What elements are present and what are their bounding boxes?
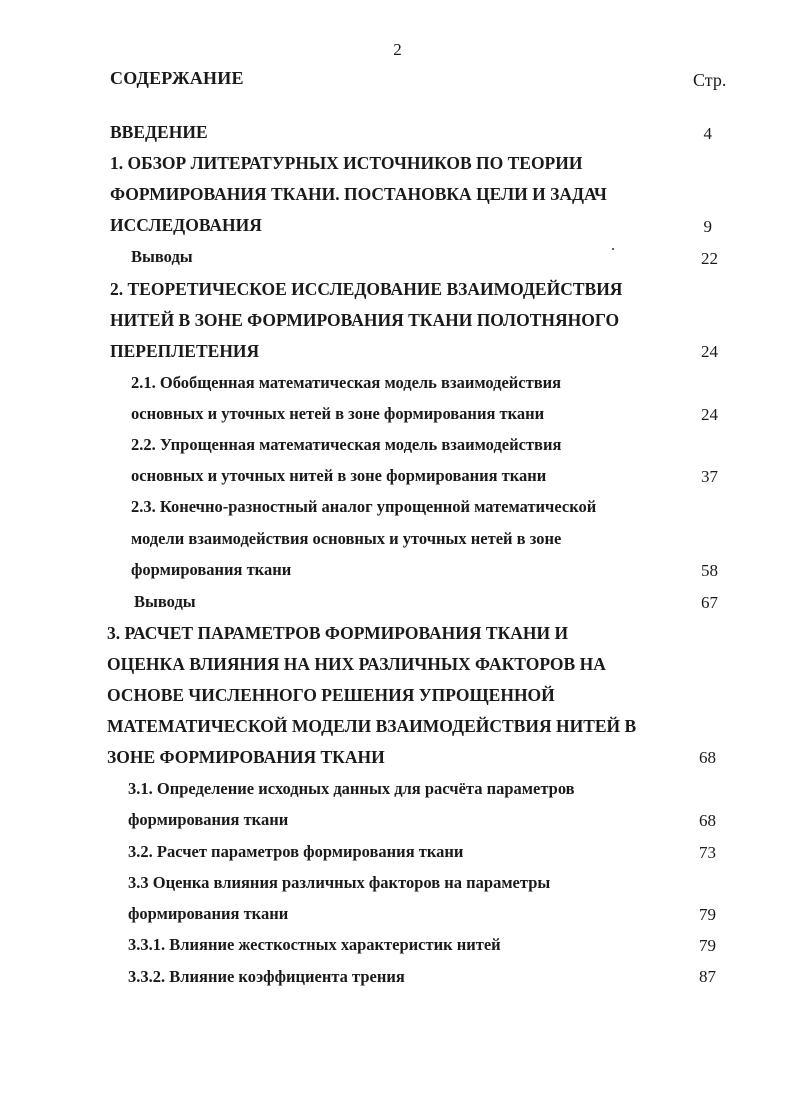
toc-entry-line: ИССЛЕДОВАНИЯ bbox=[110, 215, 262, 235]
toc-entry-line: формирования ткани bbox=[128, 904, 289, 923]
toc-entry-line: МАТЕМАТИЧЕСКОЙ МОДЕЛИ ВЗАИМОДЕЙСТВИЯ НИТЕЙ В bbox=[107, 716, 637, 736]
toc-entry-page: 68 bbox=[699, 748, 716, 767]
toc-entry-page: 67 bbox=[701, 593, 718, 612]
toc-entry-line: ФОРМИРОВАНИЯ ТКАНИ. ПОСТАНОВКА ЦЕЛИ И ЗАДАЧ bbox=[110, 184, 607, 204]
toc-entry-line: 3.3.1. Влияние жесткостных характеристик нитей bbox=[128, 935, 501, 954]
toc-entry-line: 3.3 Оценка влияния различных факторов на параметры bbox=[128, 873, 551, 892]
toc-entry-line: формирования ткани bbox=[128, 810, 289, 829]
toc-entry-line: НИТЕЙ В ЗОНЕ ФОРМИРОВАНИЯ ТКАНИ ПОЛОТНЯНОГО bbox=[110, 310, 620, 330]
toc-entry-page: 22 bbox=[701, 249, 718, 268]
toc-heading: СОДЕРЖАНИЕ bbox=[110, 68, 244, 88]
toc-entry-line: основных и уточных нитей в зоне формирования ткани bbox=[131, 466, 547, 485]
toc-entry-page: 87 bbox=[699, 967, 716, 986]
toc-entry-line: 2. ТЕОРЕТИЧЕСКОЕ ИССЛЕДОВАНИЕ ВЗАИМОДЕЙСТВИЯ bbox=[110, 279, 623, 299]
toc-entry-page: 68 bbox=[699, 811, 716, 830]
toc-entry-line: 1. ОБЗОР ЛИТЕРАТУРНЫХ ИСТОЧНИКОВ ПО ТЕОРИИ bbox=[110, 153, 583, 173]
toc-entry-page: 9 bbox=[703, 217, 712, 236]
toc-entry-line: 2.2. Упрощенная математическая модель взаимодействия bbox=[131, 435, 562, 454]
toc-entry-page: 79 bbox=[699, 905, 716, 924]
toc-entry-page: 79 bbox=[699, 936, 716, 955]
toc-entry-line: ОЦЕНКА ВЛИЯНИЯ НА НИХ РАЗЛИЧНЫХ ФАКТОРОВ НА bbox=[107, 654, 606, 674]
toc-entry-page: 24 bbox=[701, 405, 718, 424]
toc-entry-line: 3.1. Определение исходных данных для расчёта параметров bbox=[128, 779, 575, 798]
toc-entry-line: ЗОНЕ ФОРМИРОВАНИЯ ТКАНИ bbox=[107, 747, 385, 767]
toc-entry-line: 3. РАСЧЕТ ПАРАМЕТРОВ ФОРМИРОВАНИЯ ТКАНИ И bbox=[107, 623, 569, 643]
toc-entry-page: 24 bbox=[701, 342, 718, 361]
toc-entry-line: 3.3.2. Влияние коэффициента трения bbox=[128, 967, 405, 986]
toc-entry-line: ОСНОВЕ ЧИСЛЕННОГО РЕШЕНИЯ УПРОЩЕННОЙ bbox=[107, 685, 555, 705]
toc-entry-page: 73 bbox=[699, 843, 716, 862]
toc-entry-line: 3.2. Расчет параметров формирования ткани bbox=[128, 842, 464, 861]
toc-entry-line: ВВЕДЕНИЕ bbox=[110, 122, 208, 142]
toc-entry-line: 2.1. Обобщенная математическая модель взаимодействия bbox=[131, 373, 562, 392]
toc-entry-line: ПЕРЕПЛЕТЕНИЯ bbox=[110, 341, 260, 361]
toc-entry-page: 37 bbox=[701, 467, 718, 486]
stray-dot bbox=[612, 248, 614, 250]
toc-entry-line: Выводы bbox=[134, 592, 196, 611]
toc-entry-line: формирования ткани bbox=[131, 560, 292, 579]
toc-entry-line: модели взаимодействия основных и уточных нетей в зоне bbox=[131, 529, 562, 548]
toc-entry-line: основных и уточных нетей в зоне формирования ткани bbox=[131, 404, 545, 423]
page-number: 2 bbox=[393, 40, 402, 59]
toc-entry-page: 4 bbox=[703, 124, 712, 143]
page-column-label: Стр. bbox=[693, 70, 727, 90]
toc-entry-line: Выводы bbox=[131, 247, 193, 266]
toc-entry-page: 58 bbox=[701, 561, 718, 580]
toc-entry-line: 2.3. Конечно-разностный аналог упрощенной математической bbox=[131, 497, 597, 516]
